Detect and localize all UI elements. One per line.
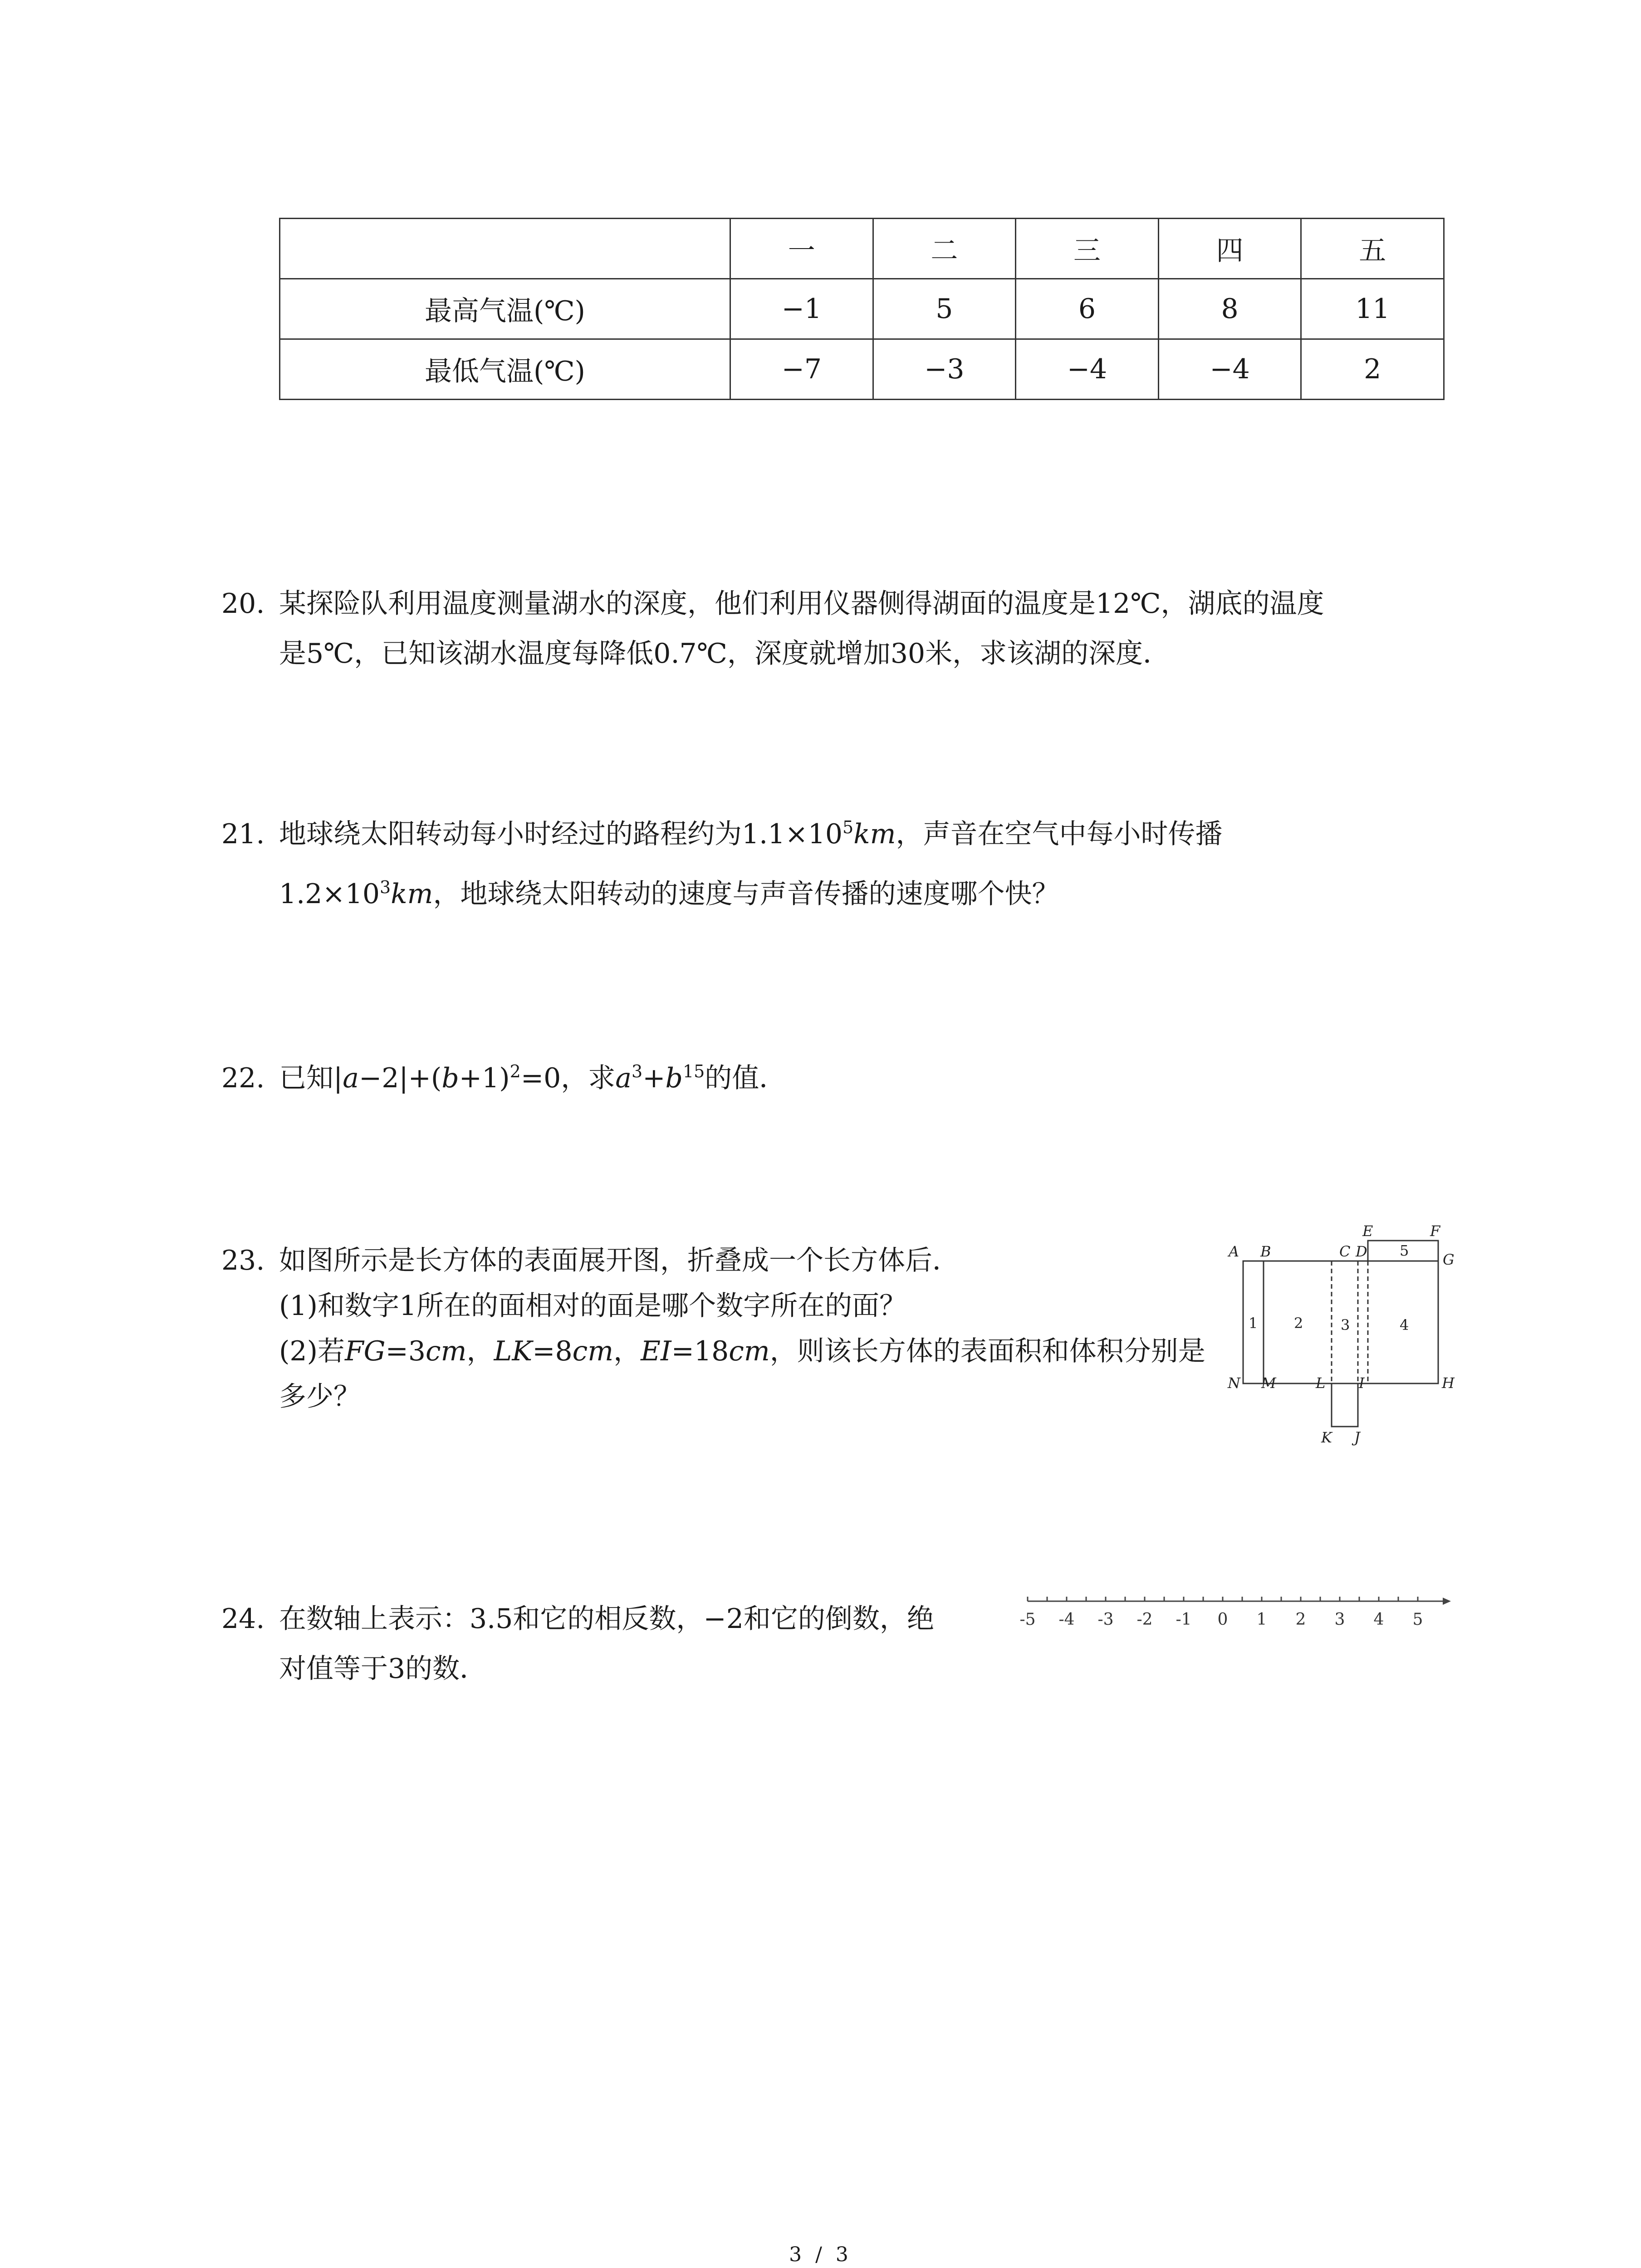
tick-label: -1 <box>1176 1610 1192 1629</box>
segment-name: FG <box>345 1335 386 1367</box>
question-number: 22. <box>221 1062 265 1094</box>
table-cell: −4 <box>1016 339 1159 400</box>
table-header-cell: 五 <box>1301 219 1444 279</box>
tick-label: -4 <box>1058 1610 1075 1629</box>
text-run: 地球绕太阳转动每小时经过的路程约为1.1×10 <box>279 818 843 850</box>
table-header-cell: 三 <box>1016 219 1159 279</box>
vertex-label: D <box>1356 1243 1367 1260</box>
exponent: 3 <box>380 877 391 897</box>
text-run: 已知| <box>279 1062 343 1094</box>
question-text: 多少？ <box>279 1381 361 1413</box>
segment-name: LK <box>494 1335 533 1367</box>
table-cell: 5 <box>873 279 1016 339</box>
tick-label: 3 <box>1334 1610 1345 1629</box>
table-cell: 8 <box>1158 279 1301 339</box>
unit: km <box>853 818 896 850</box>
exponent: 15 <box>682 1061 705 1081</box>
text-run: 1.2×10 <box>279 878 380 910</box>
row-label: 最低气温(℃) <box>280 339 730 400</box>
unit: cm <box>426 1335 467 1367</box>
text-run: ，地球绕太阳转动的速度与声音传播的速度哪个快？ <box>433 878 1059 910</box>
text-run: ，声音在空气中每小时传播 <box>896 818 1223 850</box>
vertex-label: C <box>1339 1243 1351 1260</box>
table-cell: 6 <box>1016 279 1159 339</box>
exponent: 2 <box>509 1061 521 1081</box>
vertex-label: J <box>1354 1429 1360 1446</box>
question-number: 20. <box>221 588 265 620</box>
question-text: 某探险队利用温度测量湖水的深度，他们利用仪器侧得湖面的温度是12℃，湖底的温度 <box>279 588 1324 620</box>
table-row <box>280 279 1444 339</box>
exponent: 3 <box>632 1061 643 1081</box>
vertex-label: A <box>1229 1243 1239 1260</box>
tick-label: -2 <box>1136 1610 1153 1629</box>
text-run: =8 <box>532 1335 573 1367</box>
table-header-cell: 一 <box>730 219 873 279</box>
tick-label: 0 <box>1217 1610 1228 1629</box>
face-label: 1 <box>1249 1315 1258 1332</box>
variable: b <box>665 1062 683 1094</box>
table-header-cell: 四 <box>1158 219 1301 279</box>
vertex-label: N <box>1228 1374 1240 1392</box>
table-header-row <box>280 219 1444 279</box>
unit: cm <box>729 1335 770 1367</box>
face-label: 5 <box>1400 1242 1409 1259</box>
face-label: 2 <box>1294 1315 1303 1332</box>
table-row <box>280 339 1444 400</box>
net-bottom-tab <box>1332 1383 1358 1427</box>
text-run: 的值． <box>705 1062 787 1094</box>
question-text <box>279 807 1223 861</box>
variable: a <box>343 1062 359 1094</box>
row-label: 最高气温(℃) <box>280 279 730 339</box>
cuboid-net-diagram <box>1225 1216 1461 1470</box>
table-header-cell: 二 <box>873 219 1016 279</box>
question-text <box>279 1051 786 1105</box>
question-text: 如图所示是长方体的表面展开图，折叠成一个长方体后． <box>279 1245 960 1276</box>
text-run: −2|+( <box>359 1062 442 1094</box>
exponent: 5 <box>843 817 854 837</box>
unit: km <box>391 878 433 910</box>
tick-label: 4 <box>1373 1610 1384 1629</box>
text-run: +1) <box>459 1062 510 1094</box>
table-cell: 2 <box>1301 339 1444 400</box>
vertex-label: K <box>1321 1429 1332 1446</box>
table-cell: −3 <box>873 339 1016 400</box>
tick-label: -5 <box>1019 1610 1036 1629</box>
text-run: =18 <box>671 1335 729 1367</box>
axis-arrow-icon <box>1443 1598 1451 1605</box>
page-number: 3 / 3 <box>789 2243 852 2266</box>
question-text <box>279 867 1059 921</box>
table-cell: 11 <box>1301 279 1444 339</box>
vertex-label: H <box>1442 1374 1455 1392</box>
temperature-table <box>279 218 1445 400</box>
variable: b <box>441 1062 459 1094</box>
question-text: 对值等于3的数． <box>279 1653 487 1685</box>
question-subpart-1: (1)和数字1所在的面相对的面是哪个数字所在的面？ <box>279 1290 907 1322</box>
variable: a <box>615 1062 632 1094</box>
vertex-label: L <box>1316 1374 1326 1392</box>
face-label: 3 <box>1341 1316 1350 1334</box>
question-number: 23. <box>221 1245 265 1276</box>
vertex-label: I <box>1359 1374 1365 1392</box>
vertex-label: B <box>1260 1243 1271 1260</box>
text-run: + <box>642 1062 666 1094</box>
vertex-label: F <box>1430 1222 1440 1240</box>
vertex-label: E <box>1362 1222 1373 1240</box>
text-run: ，则该长方体的表面积和体积分别是 <box>769 1335 1205 1367</box>
face-label: 4 <box>1400 1316 1409 1334</box>
text-run: =0，求 <box>520 1062 616 1094</box>
tick-label: 5 <box>1412 1610 1423 1629</box>
question-number: 21. <box>221 818 265 850</box>
tick-label: -3 <box>1097 1610 1114 1629</box>
unit: cm <box>572 1335 614 1367</box>
text-run: ， <box>613 1335 641 1367</box>
question-text: 在数轴上表示：3.5和它的相反数，−2和它的倒数，绝 <box>279 1603 934 1635</box>
number-line <box>1007 1583 1461 1642</box>
table-cell: −4 <box>1158 339 1301 400</box>
question-subpart-2 <box>279 1325 1205 1378</box>
tick-label: 2 <box>1295 1610 1306 1629</box>
question-number: 24. <box>221 1603 265 1635</box>
text-run: (2)若 <box>279 1335 345 1367</box>
vertex-label: M <box>1261 1374 1276 1392</box>
segment-name: EI <box>641 1335 671 1367</box>
table-cell: −7 <box>730 339 873 400</box>
table-cell: −1 <box>730 279 873 339</box>
text-run: ， <box>466 1335 494 1367</box>
text-run: =3 <box>385 1335 426 1367</box>
tick-label: 1 <box>1256 1610 1267 1629</box>
question-text: 是5℃，已知该湖水温度每降低0.7℃，深度就增加30米，求该湖的深度． <box>279 638 1171 670</box>
table-header-cell <box>280 219 730 279</box>
vertex-label: G <box>1443 1251 1455 1268</box>
